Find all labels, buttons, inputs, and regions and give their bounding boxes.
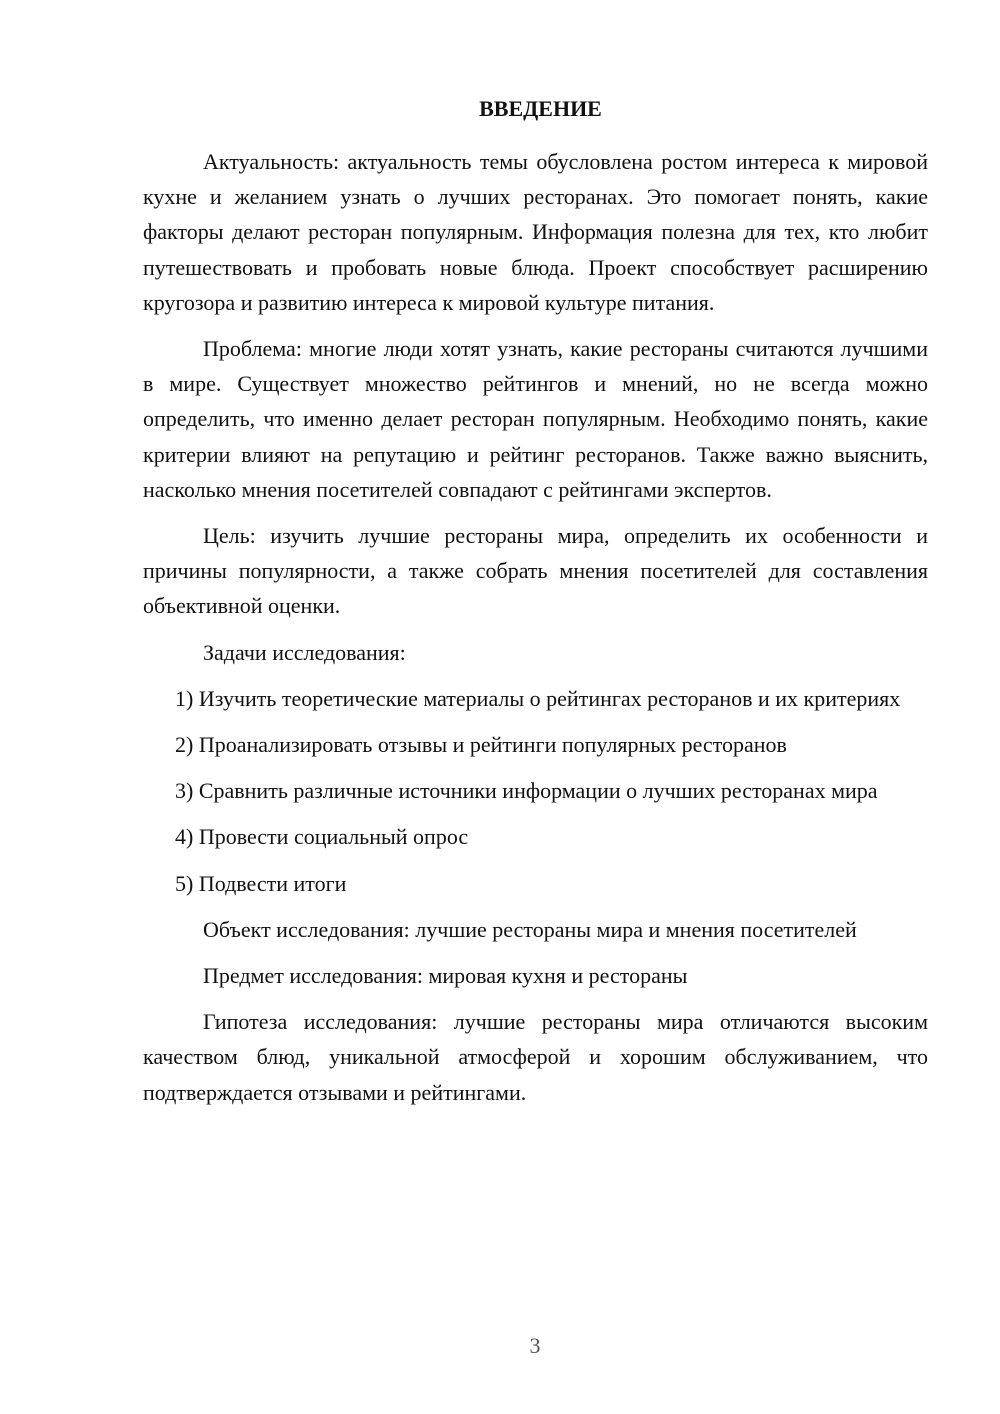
- task-item: 3) Сравнить различные источники информации о лучших ресторанах мира: [175, 778, 878, 804]
- problem-paragraph: Проблема: многие люди хотят узнать, какие рестораны считаются лучшими в мире. Существует множество рейтингов и мнений, но не всегда можно определить, что именно делает ресторан популярным. Необходимо понять, какие критерии влияют на репутацию и рейтинг ресторанов. Также важно выяснить, насколько мнения посетителей совпадают с рейтингами экспертов.: [143, 336, 928, 502]
- page-title: ВВЕДЕНИЕ: [479, 96, 602, 121]
- hypothesis-paragraph: Гипотеза исследования: лучшие рестораны мира отличаются высоким качеством блюд, уникальной атмосферой и хорошим обслуживанием, что подтверждается отзывами и рейтингами.: [143, 1009, 928, 1105]
- task-item: 1) Изучить теоретические материалы о рейтингах ресторанов и их критериях: [175, 685, 901, 711]
- task-item: 5) Подвести итоги: [175, 870, 347, 896]
- relevance-paragraph: Актуальность: актуальность темы обусловлена ростом интереса к мировой кухне и желанием узнать о лучших ресторанах. Это помогает понять, какие факторы делают ресторан популярным. Информация полезна для тех, кто любит путешествовать и пробовать новые блюда. Проект способствует расширению кругозора и развитию интереса к мировой культуре питания.: [143, 149, 928, 315]
- task-item: 4) Провести социальный опрос: [175, 824, 469, 850]
- page-number: 3: [529, 1333, 541, 1358]
- goal-paragraph: Цель: изучить лучшие рестораны мира, определить их особенности и причины популярности, а также собрать мнения посетителей для составления объективной оценки.: [143, 523, 928, 619]
- object-paragraph: Объект исследования: лучшие рестораны мира и мнения посетителей: [203, 916, 857, 942]
- task-item: 2) Проанализировать отзывы и рейтинги популярных ресторанов: [175, 732, 787, 758]
- tasks-heading: Задачи исследования:: [203, 639, 406, 665]
- subject-paragraph: Предмет исследования: мировая кухня и рестораны: [203, 963, 688, 989]
